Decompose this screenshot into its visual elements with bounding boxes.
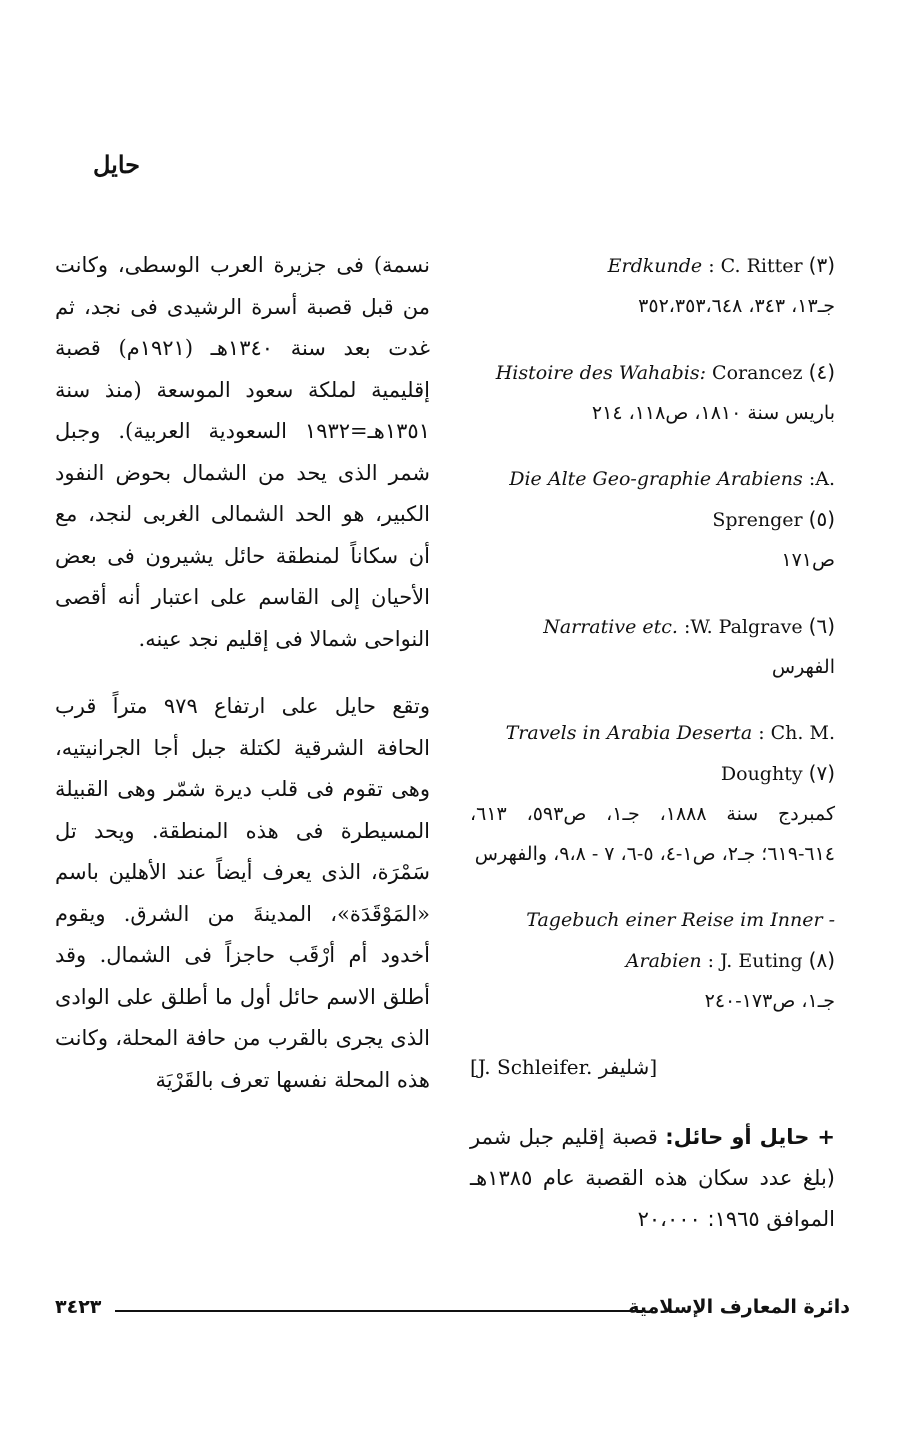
reference-item: Travels in Arabia Deserta : Ch. M. Doughty (٧) كمبردج سنة ١٨٨٨، جـ١، ص٥٩٣، ٦١٣، ٦١٤-٦١٩؛ جـ٢، ص١-٤، ٥-٦، ٧ - ٩،٨، والفهرس xyxy=(470,722,836,865)
page-number: ٣٤٢٣ xyxy=(55,1296,102,1318)
reference-work: Tagebuch einer Reise im Inner - Arabien xyxy=(526,909,835,972)
new-entry xyxy=(470,1117,835,1240)
reference-author: Corancez xyxy=(712,362,803,384)
reference-item: Tagebuch einer Reise im Inner - Arabien : J. Euting (٨) جـ١، ص١٧٣-٢٤٠ xyxy=(526,909,835,1012)
reference-item: Erdkunde : C. Ritter (٣) جـ١٣، ٣٤٣، ٣٥٢،٣٥٣،٦٤٨ xyxy=(607,253,835,317)
running-header: حايل xyxy=(92,150,140,179)
reference-number: (٧) xyxy=(808,761,835,785)
entry-heading: + حايل أو حائل: xyxy=(665,1125,835,1149)
reference-details: ص١٧١ xyxy=(781,549,835,571)
reference-work: Travels in Arabia Deserta xyxy=(505,722,753,744)
reference-author: W. Palgrave xyxy=(690,616,803,638)
author-arabic: شليفر xyxy=(598,1055,650,1079)
reference-work: Erdkunde xyxy=(607,255,703,277)
reference-details: جـ١، ص١٧٣-٢٤٠ xyxy=(704,990,835,1012)
paragraph: نسمة) فى جزيرة العرب الوسطى، وكانت من قبل قصبة أسرة الرشيدى فى نجد، ثم غدت بعد سنة ١٣٤٠هـ (١٩٢١م) قصبة إقليمية لملكة سعود الموسعة (منذ سنة ١٣٥١هـ=١٩٣٢ السعودية العربية). وجبل شمر الذى يحد من الشمال بحوض النفود الكبير، هو الحد الشمالى الغربى لنجد، مع أن سكاناً لمنطقة حائل يشيرون فى بعض الأحيان إلى القاسم على اعتبار أنه أقصى النواحى شمالا فى إقليم نجد عينه. xyxy=(55,253,430,651)
paragraph: وتقع حايل على ارتفاع ٩٧٩ متراً قرب الحافة الشرقية لكتلة جبل أجا الجرانيتيه، وهى تقوم فى قلب ديرة شمّر وهى القبيلة المسيطرة فى هذه المنطقة. ويحد تل سَمْرَة، الذى يعرف أيضاً عند الأهلين باسم «المَوْقَدَة»، المدينةَ من الشرق. ويقوم أخدود أم أرْقَب حاجزاً فى الشمال. وقد أطلق الاسم حائل أول ما أطلق على الوادى الذى يجرى بالقرب من حافة المحلة، وكانت هذه المحلة نفسها تعرف بالقَرْيَة xyxy=(55,694,430,1092)
body-column-right xyxy=(470,245,835,1240)
reference-number: (٤) xyxy=(808,360,835,384)
reference-author: C. Ritter xyxy=(720,255,803,277)
reference-details: باريس سنة ١٨١٠، ص١١٨، ٢١٤ xyxy=(591,402,835,424)
reference-author: J. Euting xyxy=(720,950,803,972)
publication-title: دائرة المعارف الإسلامية xyxy=(628,1296,850,1318)
body-column-left xyxy=(55,245,430,1127)
author-latin: J. Schleifer. xyxy=(477,1055,593,1079)
reference-author: A. Sprenger xyxy=(712,468,835,531)
author-signature: [J. Schleifer. شليفر] xyxy=(470,1055,658,1079)
reference-item: Narrative etc. :W. Palgrave (٦) الفهرس xyxy=(543,614,835,678)
entry-text: قصبة إقليم جبل شمر (بلغ عدد سكان هذه القصبة عام ١٣٨٥هـ الموافق ١٩٦٥: ٢٠،٠٠٠ xyxy=(470,1125,835,1231)
reference-item xyxy=(470,352,835,433)
reference-number: (٣) xyxy=(808,253,835,277)
reference-work: Histoire des Wahabis: xyxy=(495,362,706,384)
reference-work: Narrative etc. xyxy=(543,616,678,638)
reference-details: كمبردج سنة ١٨٨٨، جـ١، ص٥٩٣، ٦١٣، ٦١٤-٦١٩؛ جـ٢، ص١-٤، ٥-٦، ٧ - ٩،٨، والفهرس xyxy=(470,803,836,865)
reference-details: الفهرس xyxy=(771,656,835,678)
reference-details: جـ١٣، ٣٤٣، ٣٥٢،٣٥٣،٦٤٨ xyxy=(638,295,835,317)
reference-author: Ch. M. Doughty xyxy=(720,722,835,785)
reference-number: (٥) xyxy=(808,507,835,531)
footer-rule xyxy=(115,1310,645,1312)
reference-item: Die Alte Geo-graphie Arabiens :A. Sprenger (٥) ص١٧١ xyxy=(509,468,835,571)
reference-work: Die Alte Geo-graphie Arabiens xyxy=(509,468,803,490)
page-footer xyxy=(55,1296,850,1326)
reference-number: (٦) xyxy=(808,614,835,638)
reference-number: (٨) xyxy=(808,948,835,972)
